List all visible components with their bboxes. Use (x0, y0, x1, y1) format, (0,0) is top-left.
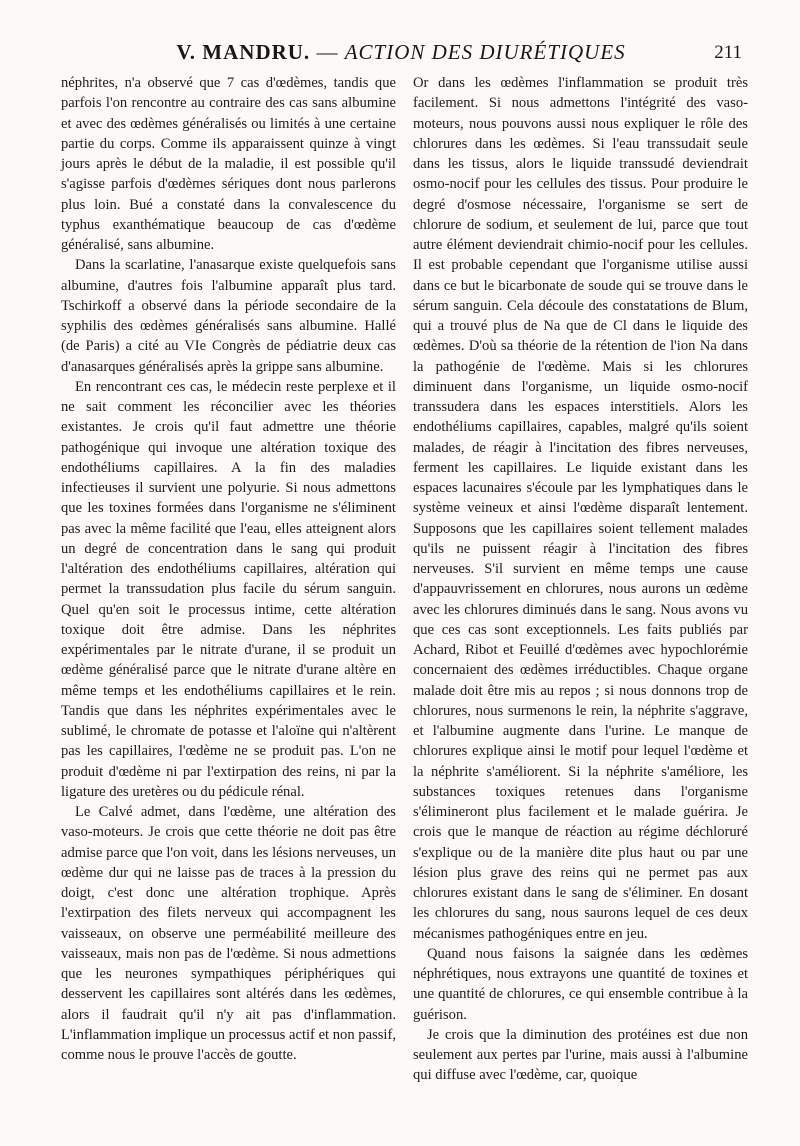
paragraph: Quand nous faisons la saignée dans les œdèmes néphrétiques, nous extrayons une quantité de toxines et une quantité de chlorures, ce qui ensemble contribue à la guérison. (413, 945, 748, 1023)
paragraph: En rencontrant ces cas, le médecin reste perplexe et il ne sait comment les réconcilier avec les théories existantes. Je crois qu'il faut admettre une théorie pathogénique qui invoque une altération toxique des endothéliums capillaires. A la fin des maladies infectieuses il survient une polyurie. Si nous admettons que les toxines formées dans l'organisme ne s'éliminent pas avec la même facilité que l'eau, elles atteignent alors un degré de concentration dans le sang qui produit l'altération des endothéliums capillaires, altération qui permet la transsudation plus facile du sérum sanguin. Quel qu'en soit le processus intime, cette altération toxique doit être admise. Dans les néphrites expérimentales par le nitrate d'urane, il se produit un œdème généralisé parce que le nitrate d'urane altère en même temps et les endothéliums capillaires et le rein. Tandis que dans les néphrites expérimentales avec le sublimé, le chromate de potasse et l'aloïne qui n'altèrent pas les capillaires, l'œdème ne se produit pas. L'on ne produit d'œdème ni par l'extirpation des reins, ni par la ligature des uretères ou du pédicule rénal. (61, 378, 396, 800)
left-column (61, 73, 396, 1065)
running-head (60, 40, 742, 70)
running-title (60, 40, 742, 65)
paragraph: Je crois que la diminution des protéines est due non seulement aux pertes par l'urine, mais aussi à l'albumine qui diffuse avec l'œdème, car, quoique (413, 1026, 748, 1084)
paragraph: Or dans les œdèmes l'inflammation se produit très facilement. Si nous admettons l'intégrité des vaso-moteurs, nous pouvons aussi nous expliquer le rôle des chlorures dans les œdèmes. Si l'eau transsudait seule dans les tissus, alors le liquide transsudé deviendrait osmo-nocif pour les cellules des tissus. Pour produire le degré d'osmose nécessaire, l'organisme se sert de chlorure de sodium, et seulement de lui, parce que tout autre élément deviendrait chimio-nocif pour les cellules. Il est probable cependant que l'organisme utilise aussi dans ce but le bicarbonate de soude qui se trouve dans le sérum sanguin. Cela découle des constatations de Blum, qui a trouvé plus de Na que de Cl dans le liquide des œdèmes. D'où sa théorie de la rétention de l'ion Na dans la pathogénie de l'œdème. Mais si les chlorures diminuent dans l'organisme, un liquide osmo-nocif transsudera dans les espaces interstitiels. Alors les endothéliums capillaires, capables, malgré qu'ils soient malades, de réagir à l'incitation des fibres nerveuses, ferment les capillaires. Le liquide existant dans les espaces lacunaires s'écoule par les lymphatiques dans le système veineux et ainsi l'œdème disparaît lentement. Supposons que les capillaires soient tellement malades qu'ils ne puissent réagir à l'incitation des fibres nerveuses. S'il survient en même temps une cause d'appauvrissement en chlorures, nous aurons un œdème avec les chlorures diminués dans le sang. Nous avons vu que ces cas sont exceptionnels. Les faits publiés par Achard, Ribot et Feuillé d'œdèmes avec hypochlorémie concernaient des œdèmes irréductibles. Chaque organe malade doit être mis au repos ; si nous donnons trop de chlorures, nous surmenons le rein, la néphrite s'aggrave, et l'albumine augmente dans l'urine. Le manque de chlorures explique ainsi le motif pour lequel l'œdème et la néphrite s'améliorent. Si la néphrite s'améliore, les substances toxiques retenues dans l'organisme s'élimineront plus facilement et le malade guérira. Je crois que le manque de réaction au régime déchloruré s'explique ou de la manière dite plus haut ou par une lésion plus grave des reins qui ne permet pas aux chlorures existant dans le sang de s'éliminer. En dosant les chlorures du sang, nous saurons lequel de ces deux mécanismes pathogéniques entre en jeu. (413, 75, 748, 942)
paragraph: Dans la scarlatine, l'anasarque existe quelquefois sans albumine, d'autres fois l'albumine apparaît plus tard. Tschirkoff a observé dans la période secondaire de la syphilis des œdèmes généralisés sans albumine. Hallé (de Paris) a cité au VIe Congrès de pédiatrie deux cas d'anasarques généralisés après la grippe sans albumine. (61, 257, 396, 375)
article-title: ACTION DES DIURÉTIQUES (344, 40, 626, 64)
paragraph: néphrites, n'a observé que 7 cas d'œdèmes, tandis que parfois l'on rencontre au contraire des cas sans albumine et avec des œdèmes généralisés ou limités à une certaine partie du corps. Comme ils apparaissent quinze à vingt jours après le début de la maladie, il est possible qu'il s'agisse parfois d'œdèmes sériques dont nous parlerons plus loin. Bué a constaté dans la convalescence du typhus exanthématique beaucoup de cas d'œdème généralisé, sans albumine. (61, 75, 396, 253)
author-name: V. MANDRU. (176, 40, 311, 64)
right-column (413, 73, 748, 1086)
title-separator: — (316, 40, 339, 64)
paragraph: Le Calvé admet, dans l'œdème, une altération des vaso-moteurs. Je crois que cette théorie ne doit pas être admise parce que l'on voit, dans les lésions nerveuses, un œdème dur qui ne laisse pas de traces à la pression du doigt, c'est donc une altération trophique. Après l'extirpation des filets nerveux qui accompagnent les vaisseaux, on observe une perméabilité meilleure des vaisseaux, mais non pas de l'œdème. Si nous admettions que les neurones sympathiques périphériques qui desservent les capillaires sont altérés dans les œdèmes, alors il faudrait qu'il n'y ait pas d'inflammation. L'inflammation implique un processus actif et non passif, comme nous le prouve l'accès de goutte. (61, 804, 396, 1063)
page-number: 211 (714, 42, 742, 63)
